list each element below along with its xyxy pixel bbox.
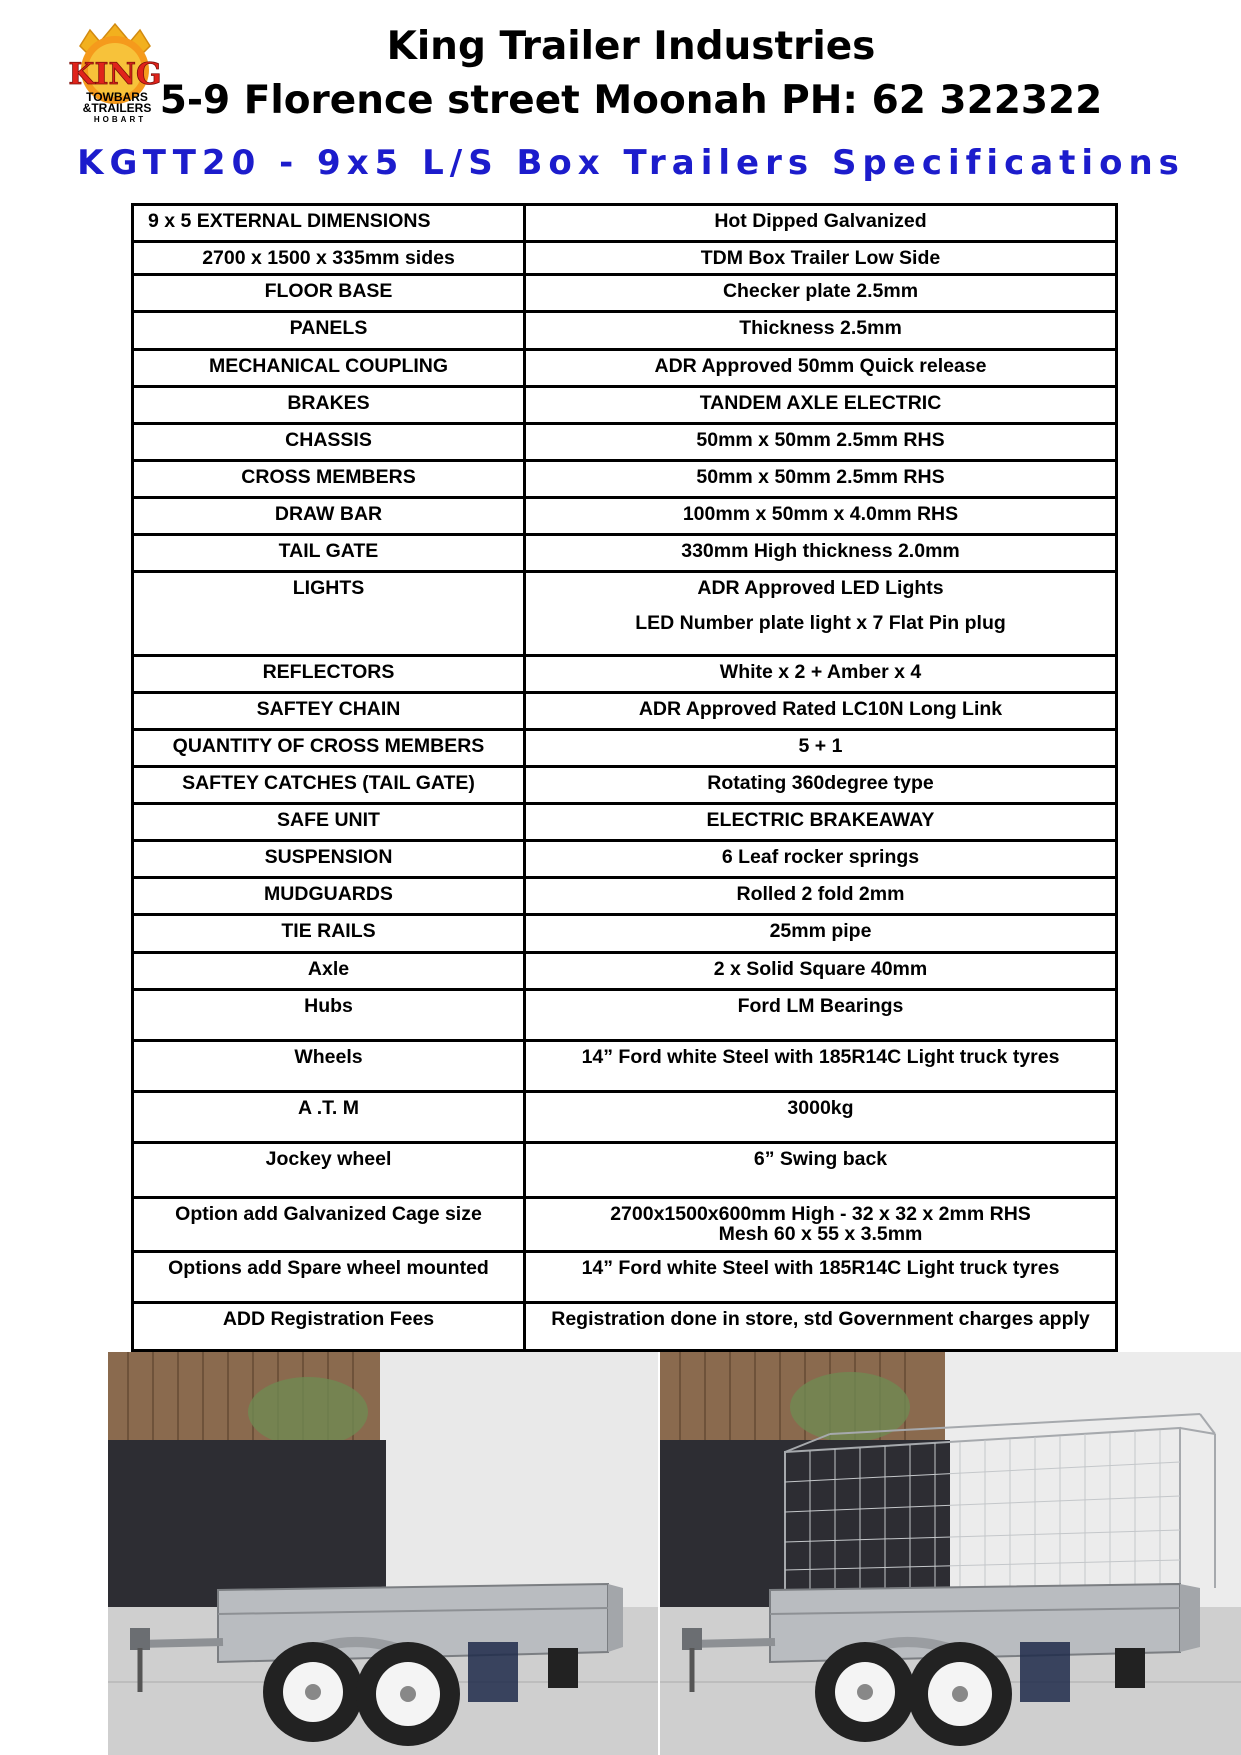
spec-value: 6 Leaf rocker springs <box>525 841 1117 878</box>
spec-row <box>133 1303 1117 1351</box>
spec-value: Checker plate 2.5mm <box>525 275 1117 312</box>
spec-key: MUDGUARDS <box>133 878 525 915</box>
spec-value: ADR Approved Rated LC10N Long Link <box>525 693 1117 730</box>
spec-row <box>133 275 1117 312</box>
spec-key: A .T. M <box>133 1092 525 1143</box>
spec-row <box>133 990 1117 1041</box>
spec-key: Jockey wheel <box>133 1143 525 1198</box>
spec-row <box>133 205 1117 242</box>
spec-key: QUANTITY OF CROSS MEMBERS <box>133 730 525 767</box>
spec-value: 5 + 1 <box>525 730 1117 767</box>
spec-row <box>133 387 1117 424</box>
spec-key: DRAW BAR <box>133 498 525 535</box>
spec-key: Axle <box>133 953 525 990</box>
spec-row <box>133 953 1117 990</box>
spec-row <box>133 535 1117 572</box>
spec-key: SAFE UNIT <box>133 804 525 841</box>
spec-table <box>131 203 1118 1352</box>
spec-value: Registration done in store, std Government charges apply <box>525 1303 1117 1351</box>
spec-value: Ford LM Bearings <box>525 990 1117 1041</box>
spec-key: SUSPENSION <box>133 841 525 878</box>
spec-row <box>133 350 1117 387</box>
spec-value: Rotating 360degree type <box>525 767 1117 804</box>
spec-value: 100mm x 50mm x 4.0mm RHS <box>525 498 1117 535</box>
spec-row <box>133 1092 1117 1143</box>
company-name: King Trailer Industries <box>386 24 876 69</box>
spec-value: TDM Box Trailer Low Side <box>525 242 1117 275</box>
spec-key: BRAKES <box>133 387 525 424</box>
spec-row <box>133 424 1117 461</box>
spec-key: ADD Registration Fees <box>133 1303 525 1351</box>
company-address: 5-9 Florence street Moonah PH: 62 322322 <box>159 78 1103 123</box>
spec-key: CROSS MEMBERS <box>133 461 525 498</box>
spec-row <box>133 915 1117 953</box>
spec-row <box>133 1041 1117 1092</box>
spec-row <box>133 693 1117 730</box>
spec-row <box>133 1252 1117 1303</box>
spec-row <box>133 730 1117 767</box>
spec-key: 9 x 5 EXTERNAL DIMENSIONS <box>133 205 525 242</box>
spec-key: Wheels <box>133 1041 525 1092</box>
spec-value: ADR Approved LED Lights <box>697 577 944 599</box>
spec-row <box>133 572 1117 656</box>
spec-value: 2 x Solid Square 40mm <box>525 953 1117 990</box>
spec-value: TANDEM AXLE ELECTRIC <box>525 387 1117 424</box>
spec-key: CHASSIS <box>133 424 525 461</box>
spec-key: FLOOR BASE <box>133 275 525 312</box>
spec-row <box>133 767 1117 804</box>
spec-row <box>133 804 1117 841</box>
trailer-photo-with-cage <box>660 1352 1241 1755</box>
spec-value: 25mm pipe <box>525 915 1117 953</box>
spec-value-line2: Mesh 60 x 55 x 3.5mm <box>718 1223 923 1245</box>
spec-row <box>133 242 1117 275</box>
spec-row <box>133 1143 1117 1198</box>
trailer-photo-no-cage <box>108 1352 658 1755</box>
spec-key: Hubs <box>133 990 525 1041</box>
logo-trailers-text: &TRAILERS <box>82 101 152 115</box>
trailer-photos <box>108 1352 1241 1755</box>
spec-key: Options add Spare wheel mounted <box>133 1252 525 1303</box>
spec-key: LIGHTS <box>133 572 525 656</box>
spec-key: TAIL GATE <box>133 535 525 572</box>
spec-value: ADR Approved 50mm Quick release <box>525 350 1117 387</box>
spec-key: 2700 x 1500 x 335mm sides <box>133 242 525 275</box>
spec-value: Rolled 2 fold 2mm <box>525 878 1117 915</box>
spec-key: TIE RAILS <box>133 915 525 953</box>
spec-value: White x 2 + Amber x 4 <box>525 656 1117 693</box>
spec-value: ELECTRIC BRAKEAWAY <box>525 804 1117 841</box>
logo-towbars-text: TOWBARS <box>86 90 148 104</box>
spec-value: 3000kg <box>525 1092 1117 1143</box>
spec-row <box>133 841 1117 878</box>
spec-key: SAFTEY CHAIN <box>133 693 525 730</box>
spec-key: SAFTEY CATCHES (TAIL GATE) <box>133 767 525 804</box>
spec-row <box>133 878 1117 915</box>
spec-value: 330mm High thickness 2.0mm <box>525 535 1117 572</box>
spec-value: 14” Ford white Steel with 185R14C Light truck tyres <box>525 1041 1117 1092</box>
spec-value: 50mm x 50mm 2.5mm RHS <box>525 424 1117 461</box>
spec-key: MECHANICAL COUPLING <box>133 350 525 387</box>
spec-key: REFLECTORS <box>133 656 525 693</box>
logo-hobart-text: HOBART <box>93 115 147 124</box>
spec-row <box>133 656 1117 693</box>
spec-value: Thickness 2.5mm <box>525 312 1117 350</box>
spec-value: 14” Ford white Steel with 185R14C Light truck tyres <box>525 1252 1117 1303</box>
spec-row <box>133 498 1117 535</box>
spec-value: 6” Swing back <box>525 1143 1117 1198</box>
spec-row <box>133 1198 1117 1252</box>
spec-value: 2700x1500x600mm High - 32 x 32 x 2mm RHS <box>610 1203 1031 1225</box>
spec-key: PANELS <box>133 312 525 350</box>
spec-row <box>133 312 1117 350</box>
spec-key: Option add Galvanized Cage size <box>133 1198 525 1252</box>
spec-value: Hot Dipped Galvanized <box>525 205 1117 242</box>
spec-value: 50mm x 50mm 2.5mm RHS <box>525 461 1117 498</box>
spec-row <box>133 461 1117 498</box>
document-title: KGTT20 - 9x5 L/S Box Trailers Specifications <box>77 143 1185 183</box>
spec-value-line2: LED Number plate light x 7 Flat Pin plug <box>635 612 1006 634</box>
logo-king-text: KING <box>68 57 162 92</box>
